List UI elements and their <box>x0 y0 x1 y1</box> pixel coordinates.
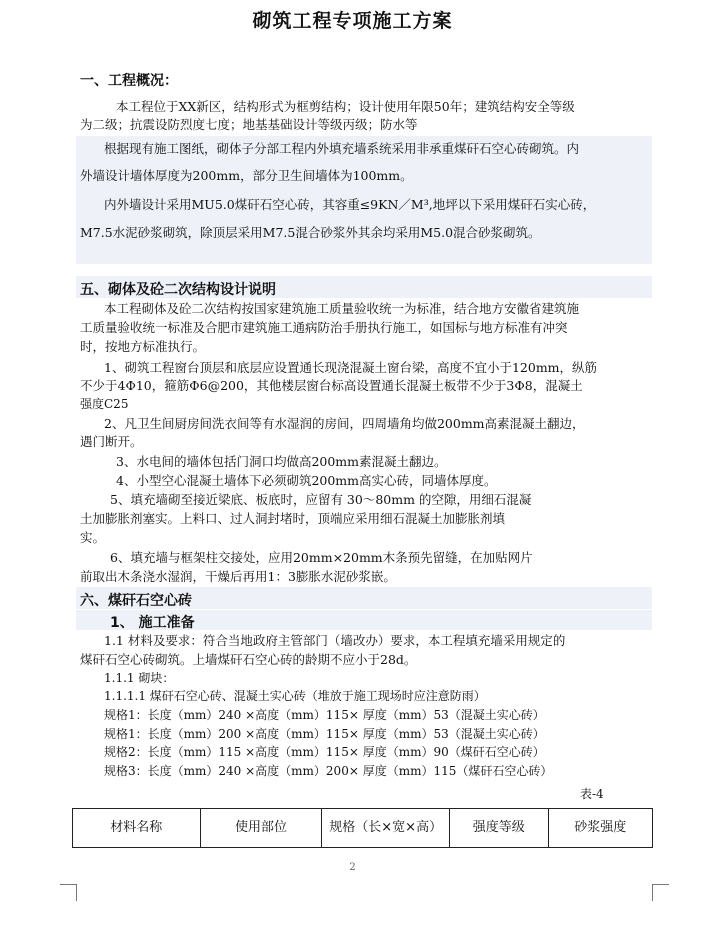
text-line: 1.1.1 砌块： <box>104 671 175 685</box>
text-line: 前取出木条浇水湿润，干燥后再用1：3膨胀水泥砂浆嵌。 <box>80 569 396 584</box>
text-line: 本工程砌体及砼二次结构按国家建筑施工质量验收统一为标准，结合地方安徽省建筑施 <box>104 301 580 316</box>
table-header-cell: 使用部位 <box>200 809 322 848</box>
text-line: 4、小型空心混凝土墙体下必须砌筑200mm高实心砖，同墙体厚度。 <box>116 473 497 488</box>
text-line: 6、填充墙与框架柱交接处，应用20mm×20mm木条预先留缝，在加贴网片 <box>110 550 533 565</box>
table-header-row <box>73 809 653 848</box>
section-6-subheading: 1、 施工准备 <box>110 615 195 631</box>
table-header-cell: 强度等级 <box>449 809 548 848</box>
text-line: 土加膨胀剂塞实。上料口、过人洞封堵时，顶端应采用细石混凝土加膨胀剂填 <box>80 511 506 526</box>
table-header-cell: 规格（长×宽×高） <box>322 809 450 848</box>
text-line: 1、砌筑工程窗台顶层和底层应设置通长现浇混凝土窗台梁，高度不宜小于120mm，纵筋 <box>104 360 598 375</box>
text-line: 遇门断开。 <box>80 434 143 449</box>
text-line: 3、水电间的墙体包括门洞口均做高200mm素混凝土翻边。 <box>116 454 447 469</box>
text-line: M7.5水泥砂浆砌筑，除顶层采用M7.5混合砂浆外其余均采用M5.0混合砂浆砌筑。 <box>80 225 541 240</box>
spec-line: 规格1：长度（mm）200 ×高度（mm）115× 厚度（mm）53（混凝土实心砖） <box>104 727 545 741</box>
text-line: 强度C25 <box>80 397 129 411</box>
text-line: 煤矸石空心砖砌筑。上墙煤矸石空心砖的龄期不应小于28d。 <box>80 652 417 667</box>
table-header-cell: 材料名称 <box>73 809 201 848</box>
spec-line: 规格3：长度（mm）240 ×高度（mm）200× 厚度（mm）115（煤矸石空心砖） <box>104 764 553 778</box>
text-line: 工质量验收统一标准及合肥市建筑施工通病防治手册执行施工，如国标与地方标准有冲突 <box>80 320 568 335</box>
text-line: 1.1.1.1 煤矸石空心砖、混凝土实心砖（堆放于施工现场时应注意防雨） <box>104 689 486 703</box>
page-corner-mark <box>60 884 77 901</box>
text-line: 外墙设计墙体厚度为200mm，部分卫生间墙体为100mm。 <box>80 168 413 183</box>
materials-table <box>72 808 653 848</box>
text-line: 2、凡卫生间厨房间洗衣间等有水湿润的房间，四周墙角均做200mm高素混凝土翻边， <box>104 416 585 431</box>
section-5-heading: 五、砌体及砼二次结构设计说明 <box>80 282 276 298</box>
spec-line: 规格1：长度（mm）240 ×高度（mm）115× 厚度（mm）53（混凝土实心砖） <box>104 708 545 722</box>
page-number: 2 <box>349 862 356 873</box>
table-label: 表-4 <box>580 787 604 801</box>
text-line: 实。 <box>80 530 106 545</box>
page-title: 砌筑工程专项施工方案 <box>252 10 453 32</box>
text-line: 时，按地方标准执行。 <box>80 339 206 354</box>
spec-line: 规格2：长度（mm）115 ×高度（mm）115× 厚度（mm）90（煤矸石空心砖） <box>104 745 545 759</box>
text-line: 本工程位于XX新区，结构形式为框剪结构；设计使用年限50年；建筑结构安全等级 <box>116 99 575 114</box>
section-1-heading: 一、工程概况： <box>80 73 178 89</box>
text-line: 5、填充墙砌至接近梁底、板底时，应留有 30～80mm 的空隙，用细石混凝 <box>110 492 532 507</box>
text-line: 为二级；抗震设防烈度七度；地基基础设计等级丙级；防水等 <box>80 117 418 132</box>
section-6-heading: 六、煤矸石空心砖 <box>80 593 192 609</box>
table-header-cell: 砂浆强度 <box>548 809 652 848</box>
text-line: 不少于4Ф10，箍筋Ф6@200，其他楼层窗台标高设置通长混凝土板带不少于3Ф8，混凝土 <box>80 378 583 393</box>
text-line: 内外墙设计采用MU5.0煤矸石空心砖，其容重≤9KN／M³,地坪以下采用煤矸石实心砖， <box>104 197 596 212</box>
text-line: 1.1 材料及要求：符合当地政府主管部门（墙改办）要求，本工程填充墙采用规定的 <box>104 633 566 648</box>
page-corner-mark <box>652 884 669 901</box>
text-line: 根据现有施工图纸，砌体子分部工程内外填充墙系统采用非承重煤矸石空心砖砌筑。内 <box>104 141 580 156</box>
